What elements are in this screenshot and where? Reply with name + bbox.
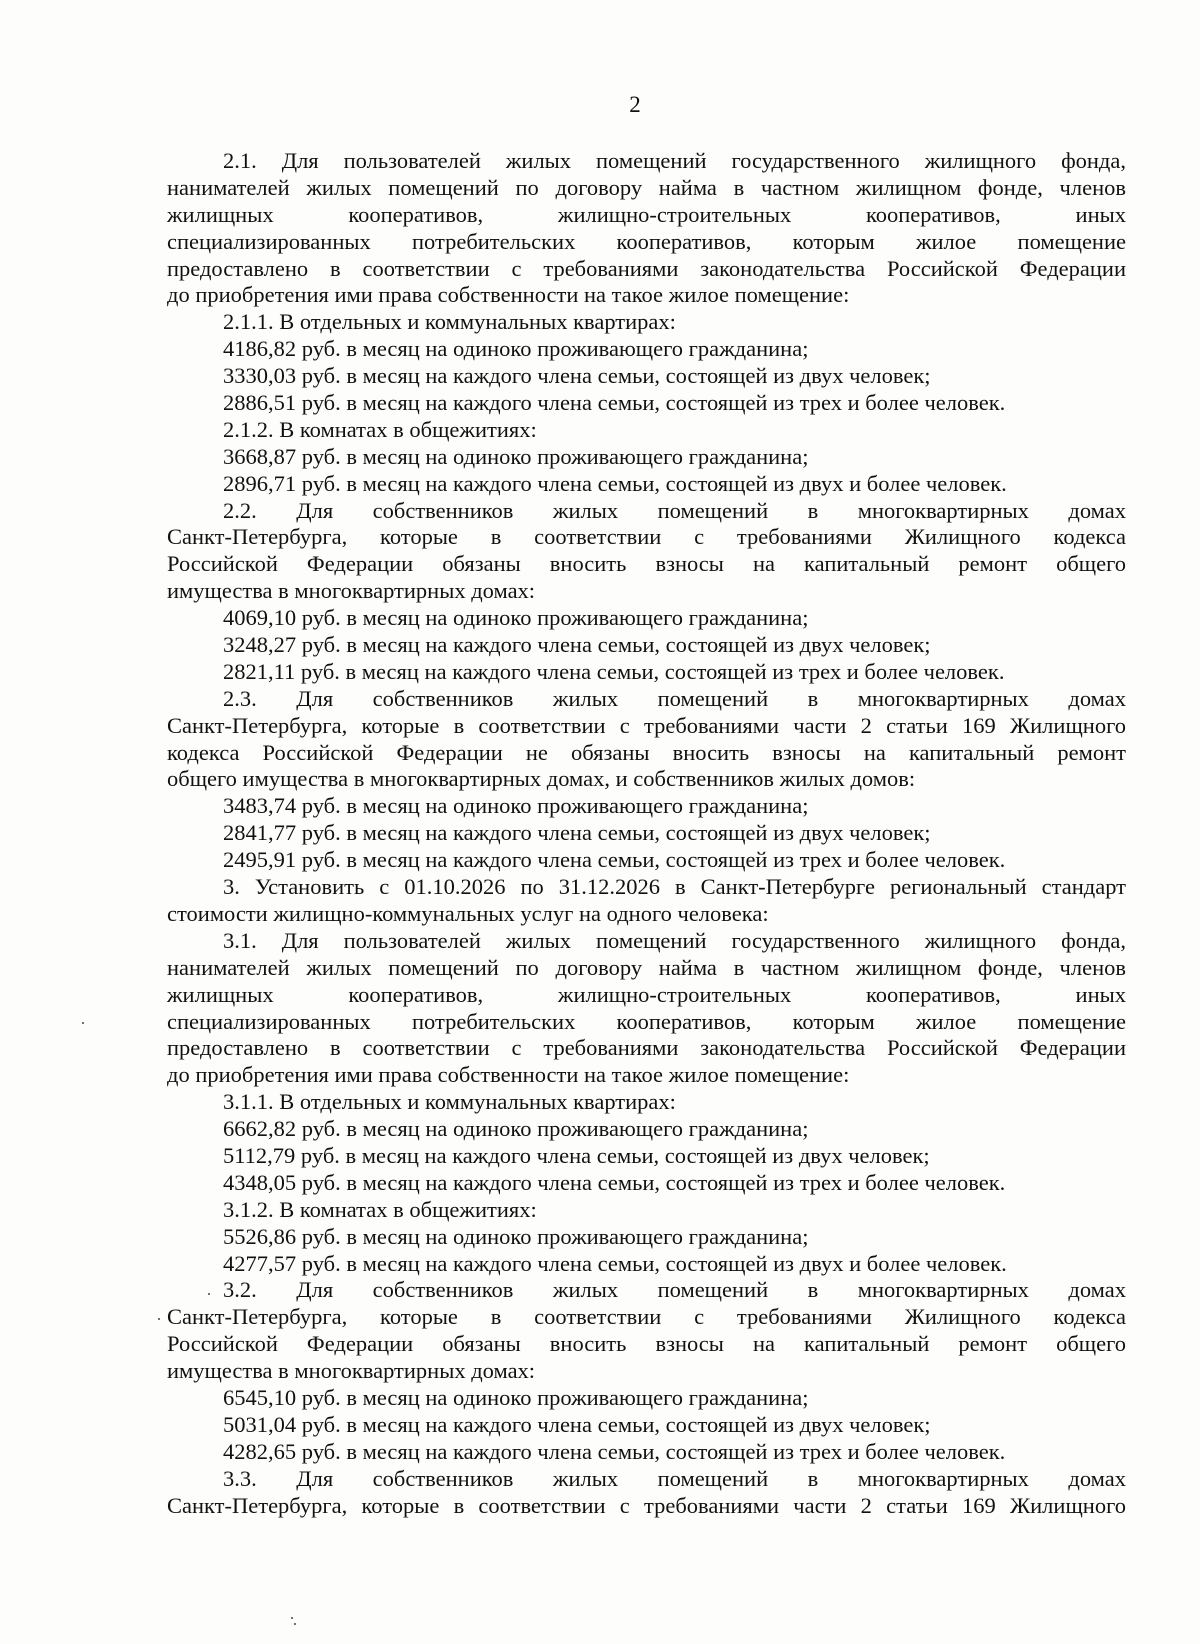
text-line: 2821,11 руб. в месяц на каждого члена семьи, состоящей из трех и более человек. [223, 658, 1005, 684]
text-line: 5112,79 руб. в месяц на каждого члена семьи, состоящей из двух человек; [223, 1142, 930, 1168]
text-line: стоимости жилищно-коммунальных услуг на одного человека: [167, 900, 769, 926]
scan-speck [294, 1623, 296, 1625]
scan-speck [291, 1617, 293, 1619]
text-line: имущества в многоквартирных домах: [167, 578, 536, 604]
text-line: нанимателей жилых помещений по договору найма в частном жилищном фонде, членов [167, 954, 1126, 980]
text-line: нанимателей жилых помещений по договору найма в частном жилищном фонде, членов [167, 174, 1126, 200]
text-line: 3. Установить с 01.10.2026 по 31.12.2026 в Санкт-Петербурге региональный стандарт [223, 874, 1126, 900]
text-line: 3.3. Для собственников жилых помещений в многоквартирных домах [223, 1465, 1126, 1491]
text-line: 3.1.2. В комнатах в общежитиях: [223, 1196, 537, 1222]
text-line: 6545,10 руб. в месяц на одиноко проживающего гражданина; [223, 1384, 809, 1410]
text-line: до приобретения ими права собственности на такое жилое помещение: [167, 1062, 850, 1088]
text-line: до приобретения ими права собственности на такое жилое помещение: [167, 282, 850, 308]
text-line: 3483,74 руб. в месяц на одиноко проживающего гражданина; [223, 793, 809, 819]
document-body [167, 148, 1126, 1519]
text-line: 3668,87 руб. в месяц на одиноко проживающего гражданина; [223, 443, 809, 469]
text-line: Санкт-Петербурга, которые в соответствии с требованиями Жилищного кодекса [167, 1304, 1126, 1330]
text-line: Санкт-Петербурга, которые в соответствии с требованиями Жилищного кодекса [167, 524, 1126, 550]
text-line: 2841,77 руб. в месяц на каждого члена семьи, состоящей из двух человек; [223, 820, 931, 846]
text-line: 4282,65 руб. в месяц на каждого члена семьи, состоящей из трех и более человек. [223, 1438, 1006, 1464]
text-line: Российской Федерации обязаны вносить взносы на капитальный ремонт общего [167, 551, 1126, 577]
text-line: 2.1.2. В комнатах в общежитиях: [223, 416, 537, 442]
text-line: жилищных кооперативов, жилищно-строительных кооперативов, иных [167, 201, 1126, 227]
text-line: 2.2. Для собственников жилых помещений в многоквартирных домах [223, 497, 1126, 523]
text-line: Санкт-Петербурга, которые в соответствии с требованиями части 2 статьи 169 Жилищного [167, 712, 1126, 738]
scan-speck [208, 1293, 210, 1295]
text-line: специализированных потребительских кооперативов, которым жилое помещение [167, 228, 1126, 254]
text-line: 4348,05 руб. в месяц на каждого члена семьи, состоящей из трех и более человек. [223, 1169, 1006, 1195]
text-line: кодекса Российской Федерации не обязаны вносить взносы на капитальный ремонт [167, 739, 1126, 765]
text-line: 3330,03 руб. в месяц на каждого члена семьи, состоящей из двух человек; [223, 363, 931, 389]
text-line: 4277,57 руб. в месяц на каждого члена семьи, состоящей из двух и более человек. [223, 1250, 1007, 1276]
scan-speck [82, 1022, 84, 1024]
text-line: 3248,27 руб. в месяц на каждого члена семьи, состоящей из двух человек; [223, 632, 931, 658]
text-line: 4186,82 руб. в месяц на одиноко проживающего гражданина; [223, 336, 809, 362]
text-line: 3.2. Для собственников жилых помещений в многоквартирных домах [223, 1277, 1126, 1303]
text-line: предоставлено в соответствии с требованиями законодательства Российской Федерации [167, 255, 1126, 281]
text-line: 2.3. Для собственников жилых помещений в многоквартирных домах [223, 685, 1126, 711]
text-line: имущества в многоквартирных домах: [167, 1358, 536, 1384]
text-line: Санкт-Петербурга, которые в соответствии с требованиями части 2 статьи 169 Жилищного [167, 1492, 1126, 1518]
text-line: 6662,82 руб. в месяц на одиноко проживающего гражданина; [223, 1116, 809, 1142]
text-line: 3.1.1. В отдельных и коммунальных квартирах: [223, 1089, 676, 1115]
text-line: 4069,10 руб. в месяц на одиноко проживающего гражданина; [223, 605, 809, 631]
page-number: 2 [629, 92, 641, 117]
text-line: 2896,71 руб. в месяц на каждого члена семьи, состоящей из двух и более человек. [223, 470, 1007, 496]
text-line: 2886,51 руб. в месяц на каждого члена семьи, состоящей из трех и более человек. [223, 390, 1006, 416]
text-line: специализированных потребительских кооперативов, которым жилое помещение [167, 1008, 1126, 1034]
text-line: 3.1. Для пользователей жилых помещений государственного жилищного фонда, [223, 927, 1126, 953]
text-line: предоставлено в соответствии с требованиями законодательства Российской Федерации [167, 1035, 1126, 1061]
text-line: 2.1.1. В отдельных и коммунальных квартирах: [223, 309, 676, 335]
text-line: 5526,86 руб. в месяц на одиноко проживающего гражданина; [223, 1223, 809, 1249]
text-line: 2495,91 руб. в месяц на каждого члена семьи, состоящей из трех и более человек. [223, 847, 1006, 873]
text-line: общего имущества в многоквартирных домах, и собственников жилых домов: [167, 766, 916, 792]
scan-speck [158, 1318, 160, 1320]
text-line: 5031,04 руб. в месяц на каждого члена семьи, состоящей из двух человек; [223, 1411, 931, 1437]
text-line: жилищных кооперативов, жилищно-строительных кооперативов, иных [167, 981, 1126, 1007]
text-line: Российской Федерации обязаны вносить взносы на капитальный ремонт общего [167, 1331, 1126, 1357]
text-line: 2.1. Для пользователей жилых помещений государственного жилищного фонда, [223, 148, 1126, 173]
